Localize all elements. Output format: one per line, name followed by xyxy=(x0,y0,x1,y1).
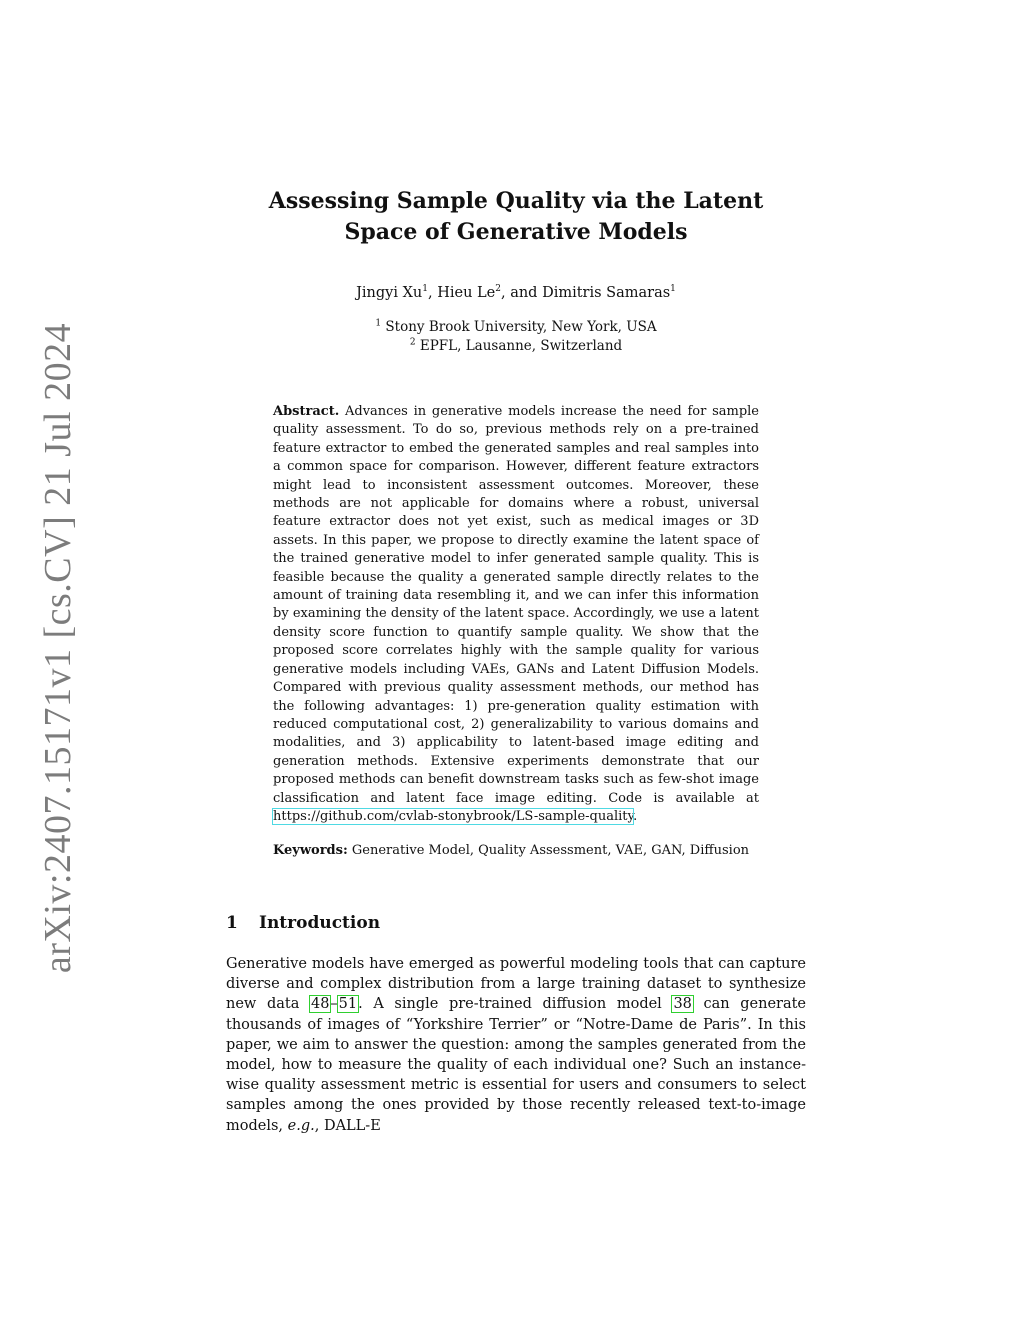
affiliation-marker: 2 xyxy=(409,337,416,348)
code-link[interactable]: https://github.com/cvlab-stonybrook/LS-sample-quality xyxy=(273,808,634,824)
affiliation-marker: 1 xyxy=(375,318,382,329)
author-list xyxy=(226,283,806,303)
affiliation-marker: 1 xyxy=(422,284,428,295)
affiliation-text: Stony Brook University, New York, USA xyxy=(381,319,657,335)
intro-text: , DALL-E xyxy=(314,1117,381,1134)
citation-range-dash: – xyxy=(330,996,338,1013)
paper-title xyxy=(226,186,806,248)
abstract-body: Advances in generative models increase the need for sample quality assessment. To do so, previous methods rely on a pre-trained feature extractor to embed the generated samples and real samples into a common space for comparison. However, different feature extractors might lead to inconsistent assessment outcomes. Moreover, these methods are not applicable for domains where a robust, universal feature extractor does not yet exist, such as medical images or 3D assets. In this paper, we propose to directly examine the latent space of the trained generative model to infer generated sample quality. This is feasible because the quality a generated sample directly relates to the amount of training data resembling it, and we can infer this information by examining the density of the latent space. Accordingly, we use a latent density score function to quantify sample quality. We show that the proposed score correlates highly with the sample quality for various generative models including VAEs, GANs and Latent Diffusion Models. Compared with previous quality assessment methods, our method has the following advantages: 1) pre-generation quality estimation with reduced computational cost, 2) generalizability to various domains and modalities, and 3) applicability to latent-based image editing and generation methods. Extensive experiments demonstrate that our proposed methods can benefit downstream tasks such as few-shot image classification and latent face image editing. Code is available at xyxy=(273,404,759,806)
intro-emphasis: e.g. xyxy=(287,1117,315,1134)
intro-text: Generative models have emerged as powerful modeling tools that can capture diverse and complex distribution from a large training dataset to synthesize new data xyxy=(226,956,806,1013)
arxiv-identifier: arXiv:2407.15171v1 [cs.CV] 21 Jul 2024 xyxy=(37,322,79,974)
section-heading xyxy=(226,912,806,934)
section-number: 1 xyxy=(226,913,238,933)
author-name: Hieu Le xyxy=(437,285,496,301)
keywords-text: Generative Model, Quality Assessment, VAE, GAN, Diffusion xyxy=(347,843,750,858)
keywords xyxy=(273,842,759,860)
abstract-end: . xyxy=(633,808,638,824)
affiliation-text: EPFL, Lausanne, Switzerland xyxy=(415,338,623,354)
title-line-2: Space of Generative Models xyxy=(344,219,688,245)
section-title: Introduction xyxy=(259,913,381,933)
affiliation-line xyxy=(226,337,806,356)
intro-text: can generate thousands of images of “Yorkshire Terrier” or “Notre-Dame de Paris”. In this paper, we aim to answer the question: among the samples generated from the model, how to measure the quality of each individual one? Such an instance-wise quality assessment metric is essential for users and consumers to select samples among the ones provided by those recently released text-to-image models, xyxy=(226,996,807,1134)
abstract-label: Abstract. xyxy=(273,404,340,419)
keywords-label: Keywords: xyxy=(273,843,348,858)
affiliation-marker: 1 xyxy=(670,284,676,295)
affiliations xyxy=(226,318,806,356)
introduction-paragraph xyxy=(226,954,806,1136)
citation-link[interactable]: 48 xyxy=(310,996,330,1013)
author-name: Dimitris Samaras xyxy=(542,285,671,301)
abstract xyxy=(273,403,759,826)
author-separator: , and xyxy=(500,285,543,301)
affiliation-line xyxy=(226,318,806,337)
title-line-1: Assessing Sample Quality via the Latent xyxy=(268,188,764,214)
author-separator: , xyxy=(428,285,438,301)
citation-link[interactable]: 51 xyxy=(338,996,358,1013)
affiliation-marker: 2 xyxy=(495,284,501,295)
intro-text: . A single pre-trained diffusion model xyxy=(358,996,673,1013)
citation-link[interactable]: 38 xyxy=(673,996,692,1013)
author-name: Jingyi Xu xyxy=(356,285,423,301)
